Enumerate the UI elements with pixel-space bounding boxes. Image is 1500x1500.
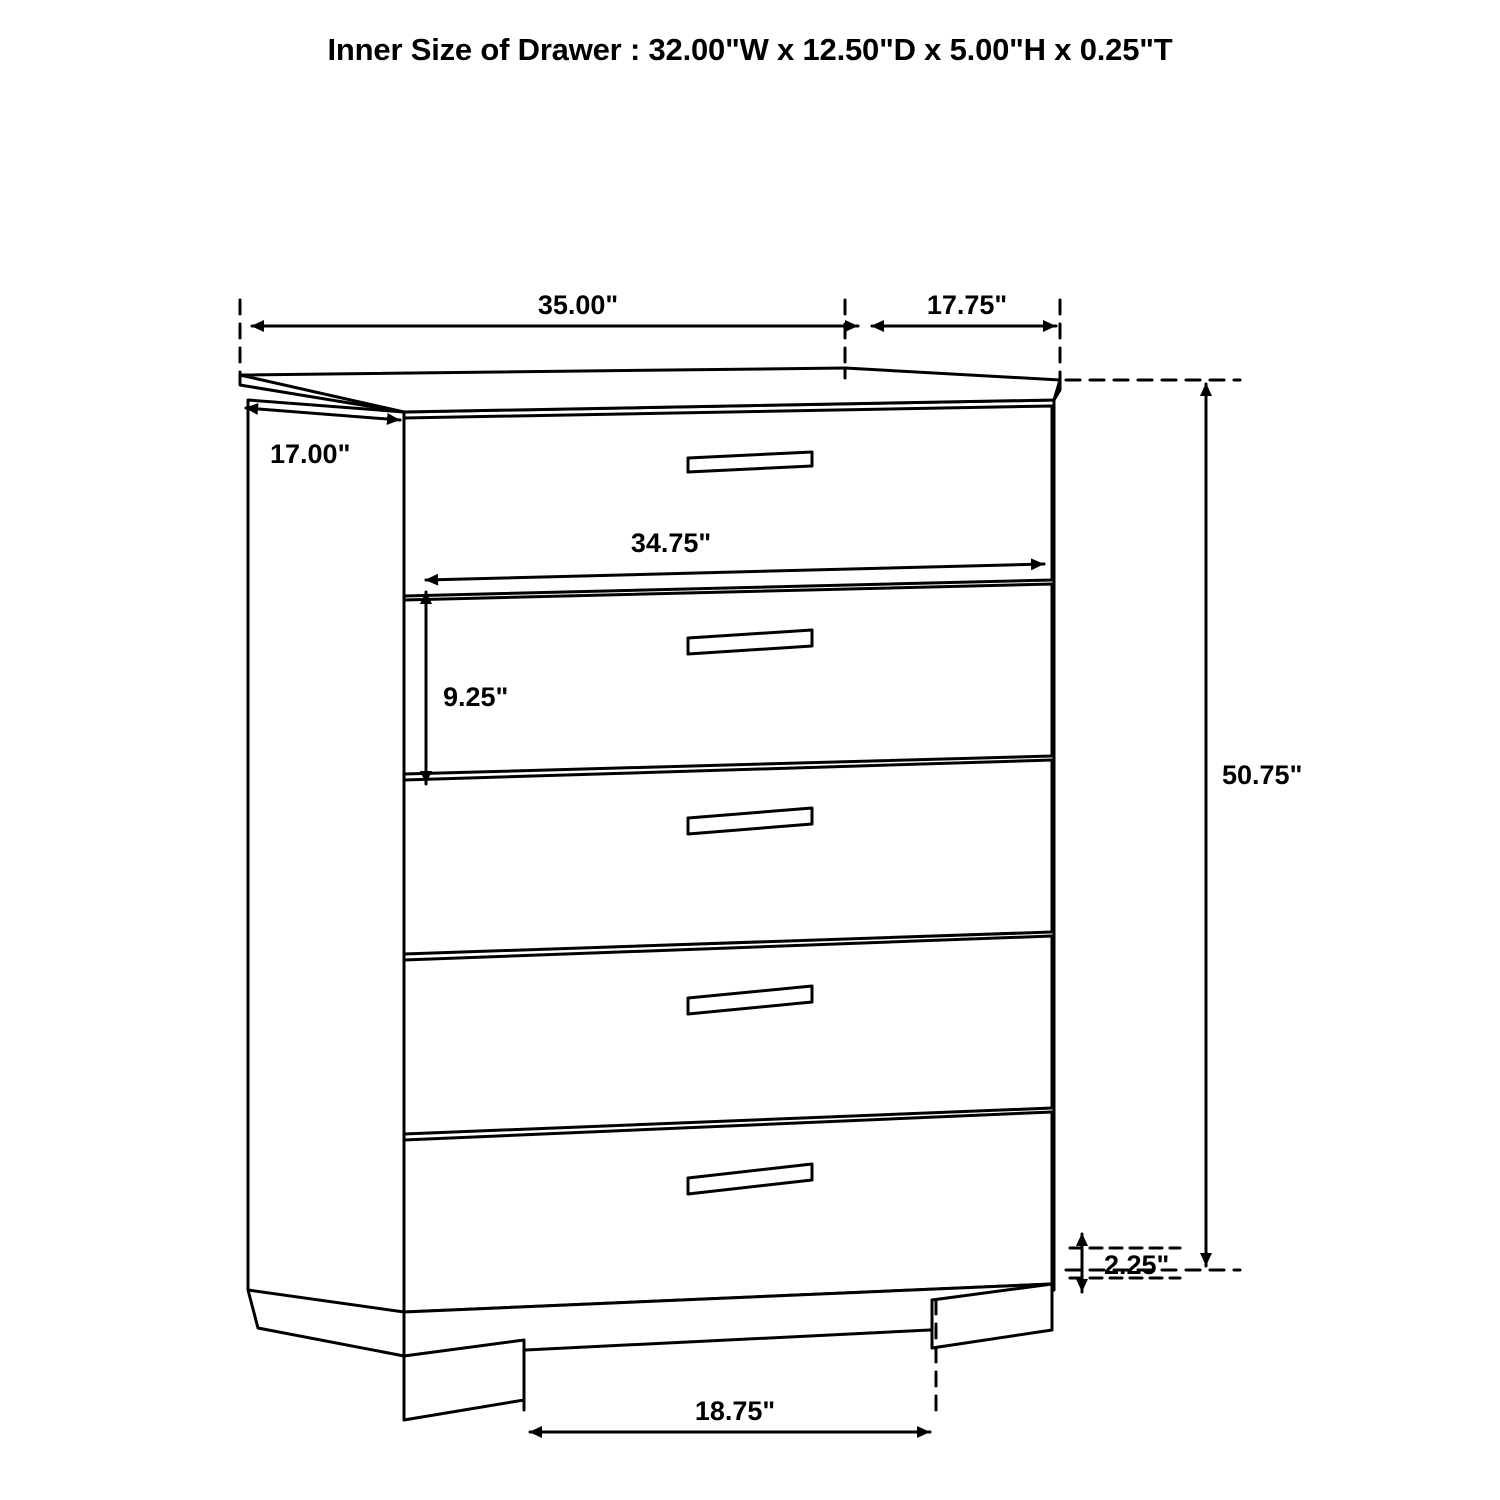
drawer-3 [404,760,1052,954]
drawer-5 [404,1112,1052,1312]
label-total-height: 50.75" [1222,760,1303,790]
label-drawer-height: 9.25" [443,682,509,712]
label-foot-height: 2.25" [1104,1250,1170,1280]
label-side-depth-top: 17.75" [926,290,1008,320]
drawer-2 [404,584,1052,774]
label-drawer-front-width: 34.75" [630,528,712,558]
left-side-panel [248,400,404,1330]
drawer-4 [404,936,1052,1134]
page-title: Inner Size of Drawer : 32.00"W x 12.50"D x 5.00"H x 0.25"T [327,32,1173,67]
label-front-width: 35.00" [537,290,619,320]
label-side-depth-left: 17.00" [270,439,351,469]
extension-lines-right [1066,380,1240,1270]
label-foot-span: 18.75" [694,1396,776,1426]
